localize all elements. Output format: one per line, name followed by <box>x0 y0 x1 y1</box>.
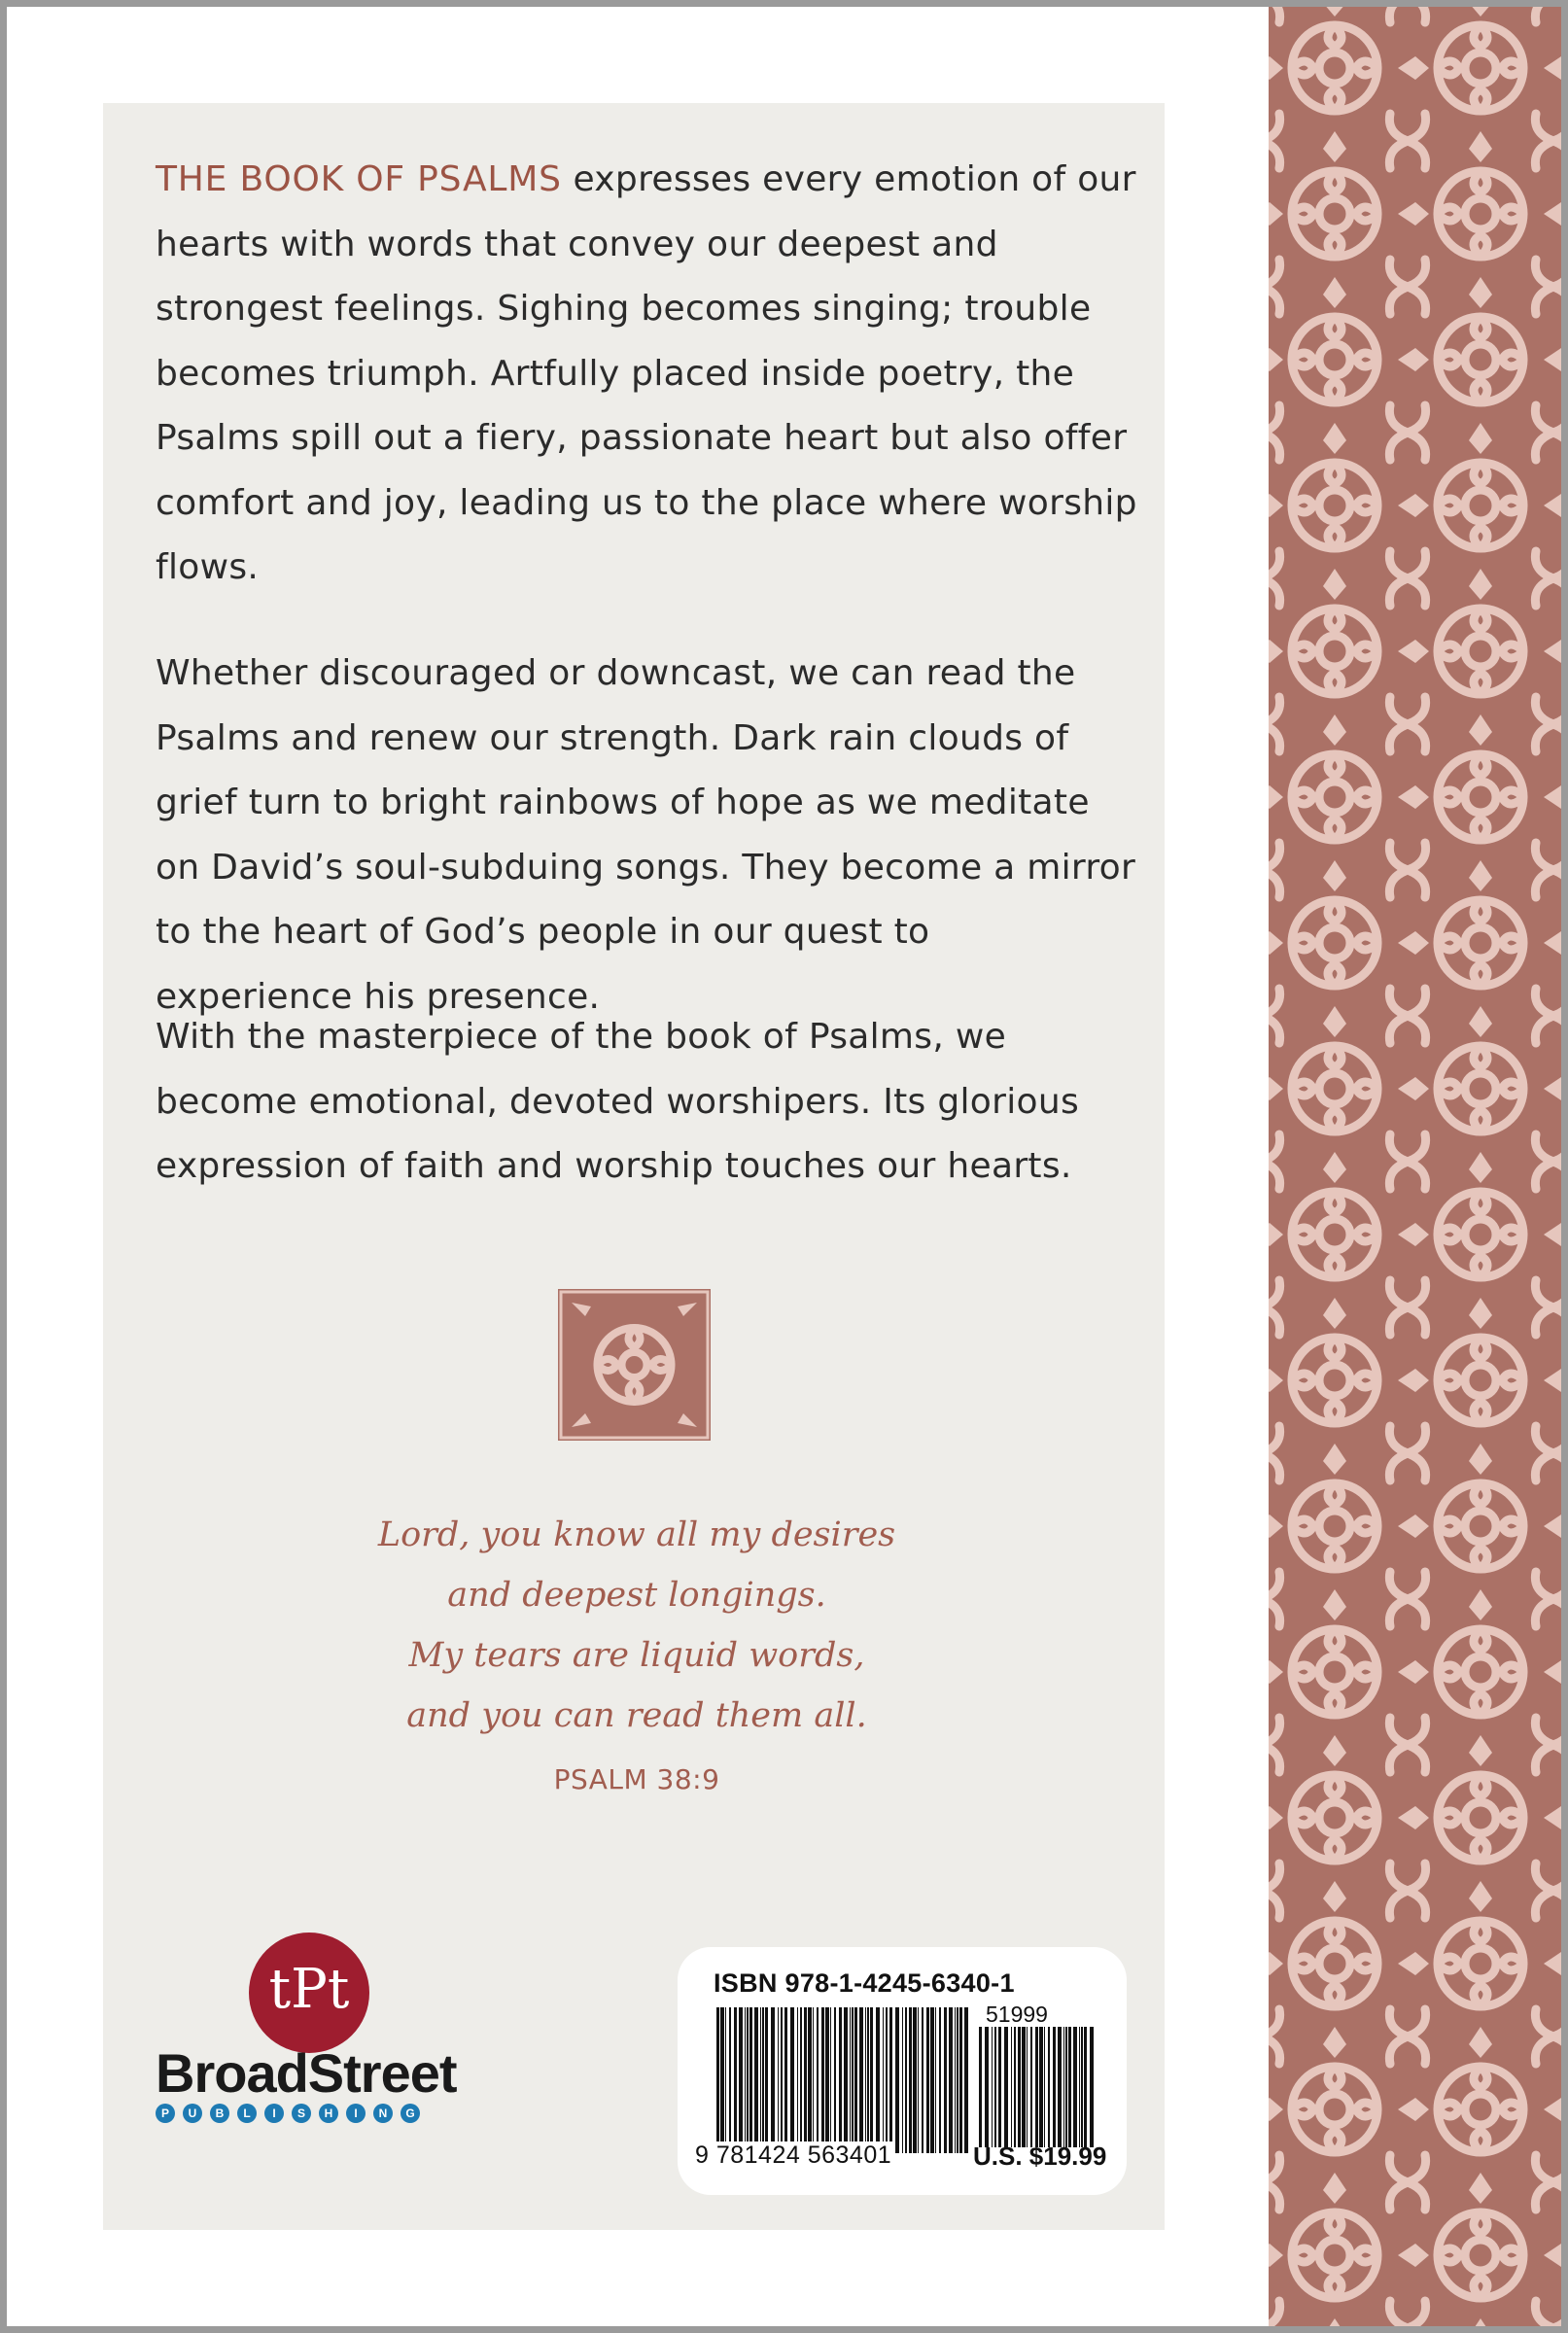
barcode-bar <box>1090 2027 1094 2147</box>
barcode-bar <box>1063 2027 1064 2147</box>
barcode-bar <box>876 2007 880 2153</box>
barcode-bar <box>817 2007 819 2153</box>
publisher-letter: S <box>292 2104 311 2123</box>
description-paragraph-1 <box>156 148 1137 601</box>
barcode-bar <box>760 2007 761 2153</box>
barcode-bar <box>749 2007 752 2153</box>
barcode-bar <box>1022 2027 1026 2147</box>
barcode-panel <box>678 1947 1127 2195</box>
price-addon-number: 51999 <box>986 2002 1048 2027</box>
barcode-bar <box>930 2007 934 2153</box>
barcode-bar <box>825 2007 829 2153</box>
quote-line-4: and you can read them all. <box>406 1696 867 1735</box>
barcode-bar <box>1027 2027 1028 2147</box>
barcode-bar <box>729 2007 731 2153</box>
publisher-logo-mark: tPt <box>249 1933 369 2053</box>
barcode-bar <box>745 2007 746 2153</box>
barcode-bar <box>964 2007 968 2153</box>
barcode-bar <box>1004 2027 1008 2147</box>
barcode-bar <box>994 2027 996 2147</box>
barcode-bar <box>781 2007 783 2153</box>
barcode-bar <box>771 2007 775 2153</box>
barcode-bar <box>716 2007 719 2153</box>
barcode-bar <box>902 2007 903 2153</box>
ornament-icon <box>558 1289 711 1441</box>
publisher-letter: H <box>319 2104 338 2123</box>
book-title-lead: THE BOOK OF PSALMS <box>156 159 562 199</box>
publisher-letter: I <box>346 2104 366 2123</box>
barcode-bar <box>1018 2027 1021 2147</box>
ornament-tile <box>558 1289 711 1441</box>
barcode-bar <box>870 2007 873 2153</box>
barcode-bar <box>959 2007 962 2153</box>
barcode-bar <box>800 2007 802 2153</box>
barcode-bar <box>883 2007 884 2153</box>
barcode-bar <box>765 2007 768 2153</box>
description-paragraph-2: Whether discouraged or downcast, we can read the Psalms and renew our strength. Dark rain clouds of grief turn to bright rainbows of hope as we meditate on David’s soul-subduing songs. They become a mirror to the heart of God’s people in our quest to experience his presence. <box>156 653 1136 1017</box>
barcode-bar <box>957 2007 958 2153</box>
barcode-bar <box>1035 2027 1038 2147</box>
publisher-letter: B <box>210 2104 229 2123</box>
barcode-bar <box>909 2007 912 2153</box>
paragraph-1-text: expresses every emotion of our hearts with words that convey our deepest and strongest feelings. Sighing becomes singing; trouble becomes triumph. Artfully placed inside poetry, the Psalms spill out a fiery, passionate heart but also offer comfort and joy, leading us to the place where worship flows. <box>156 159 1137 587</box>
barcode-bar <box>739 2007 743 2153</box>
barcode-bar <box>1073 2027 1077 2147</box>
barcode-bar <box>720 2007 724 2153</box>
barcode-bar <box>1065 2027 1067 2147</box>
barcode-bar <box>1058 2027 1062 2147</box>
barcode-bar <box>1084 2027 1087 2147</box>
quote-reference: PSALM 38:9 <box>553 1763 720 1795</box>
publisher-subname <box>156 2104 420 2123</box>
barcode-bar <box>808 2007 812 2153</box>
barcode-bar <box>1068 2027 1071 2147</box>
barcode-bar <box>734 2007 737 2153</box>
barcode-bar <box>1044 2027 1045 2147</box>
barcode-bar <box>979 2027 982 2147</box>
barcode-bar <box>935 2007 936 2153</box>
damask-pattern <box>1269 7 1561 2326</box>
barcode-bar <box>844 2007 848 2153</box>
publisher-letter: G <box>401 2104 420 2123</box>
barcode-bar <box>998 2027 1001 2147</box>
barcode-bar <box>939 2007 941 2153</box>
price-label: U.S. $19.99 <box>973 2141 1107 2171</box>
barcode-bar <box>784 2007 787 2153</box>
decorative-pattern-strip <box>1269 7 1561 2326</box>
barcode-bar <box>725 2007 726 2153</box>
barcode-bar <box>839 2007 842 2153</box>
barcode-bar <box>926 2007 929 2153</box>
barcode-bar <box>821 2007 824 2153</box>
barcode-bar <box>867 2007 869 2153</box>
ean-barcode <box>714 2007 969 2153</box>
barcode-bar <box>813 2007 814 2153</box>
barcode-bar <box>804 2007 807 2153</box>
barcode-bar <box>865 2007 866 2153</box>
barcode-bar <box>747 2007 749 2153</box>
publisher-name: BroadStreet <box>156 2042 457 2104</box>
barcode-bar <box>852 2007 854 2153</box>
barcode-bar <box>834 2007 836 2153</box>
barcode-bar <box>1053 2027 1056 2147</box>
barcode-bar <box>854 2007 857 2153</box>
barcode-bar <box>1011 2027 1012 2147</box>
barcode-bar <box>922 2007 923 2153</box>
barcode-bar <box>830 2007 831 2153</box>
barcode-bar <box>955 2007 956 2153</box>
psalm-quote <box>214 1505 1060 1746</box>
barcode-bar <box>1079 2027 1080 2147</box>
barcode-bar <box>859 2007 863 2153</box>
barcode-bar <box>913 2007 917 2153</box>
barcode-bar <box>1048 2027 1050 2147</box>
barcode-bar <box>1014 2027 1016 2147</box>
ean-digits: 9 781424 563401 <box>691 2141 895 2170</box>
publisher-letter: L <box>237 2104 257 2123</box>
barcode-bar <box>905 2007 907 2153</box>
barcode-bar <box>918 2007 919 2153</box>
isbn-label: ISBN 978-1-4245-6340-1 <box>714 1968 1015 1998</box>
barcode-bar <box>778 2007 779 2153</box>
quote-line-2: and deepest longings. <box>447 1576 826 1615</box>
barcode-bar <box>949 2007 953 2153</box>
barcode-bar <box>992 2027 993 2147</box>
quote-line-3: My tears are liquid words, <box>408 1636 865 1675</box>
barcode-bar <box>850 2007 851 2153</box>
description-paragraph-3: With the masterpiece of the book of Psalms, we become emotional, devoted worshipers. Its glorious expression of faith and worship touches our hearts. <box>156 1017 1080 1186</box>
barcode-bar <box>944 2007 947 2153</box>
barcode-bar <box>895 2007 899 2153</box>
quote-line-1: Lord, you know all my desires <box>377 1515 896 1554</box>
barcode-bar <box>1039 2027 1043 2147</box>
barcode-bar <box>889 2007 892 2153</box>
publisher-letter: P <box>156 2104 175 2123</box>
addon-barcode <box>977 2027 1098 2147</box>
barcode-bar <box>1030 2027 1032 2147</box>
publisher-letter: U <box>183 2104 202 2123</box>
barcode-bar <box>762 2007 764 2153</box>
barcode-bar <box>797 2007 798 2153</box>
barcode-bar <box>754 2007 758 2153</box>
barcode-bar <box>985 2027 989 2147</box>
barcode-bar <box>790 2007 794 2153</box>
publisher-letter: I <box>264 2104 284 2123</box>
barcode-bar <box>886 2007 888 2153</box>
barcode-bar <box>1081 2027 1083 2147</box>
publisher-letter: N <box>373 2104 393 2123</box>
